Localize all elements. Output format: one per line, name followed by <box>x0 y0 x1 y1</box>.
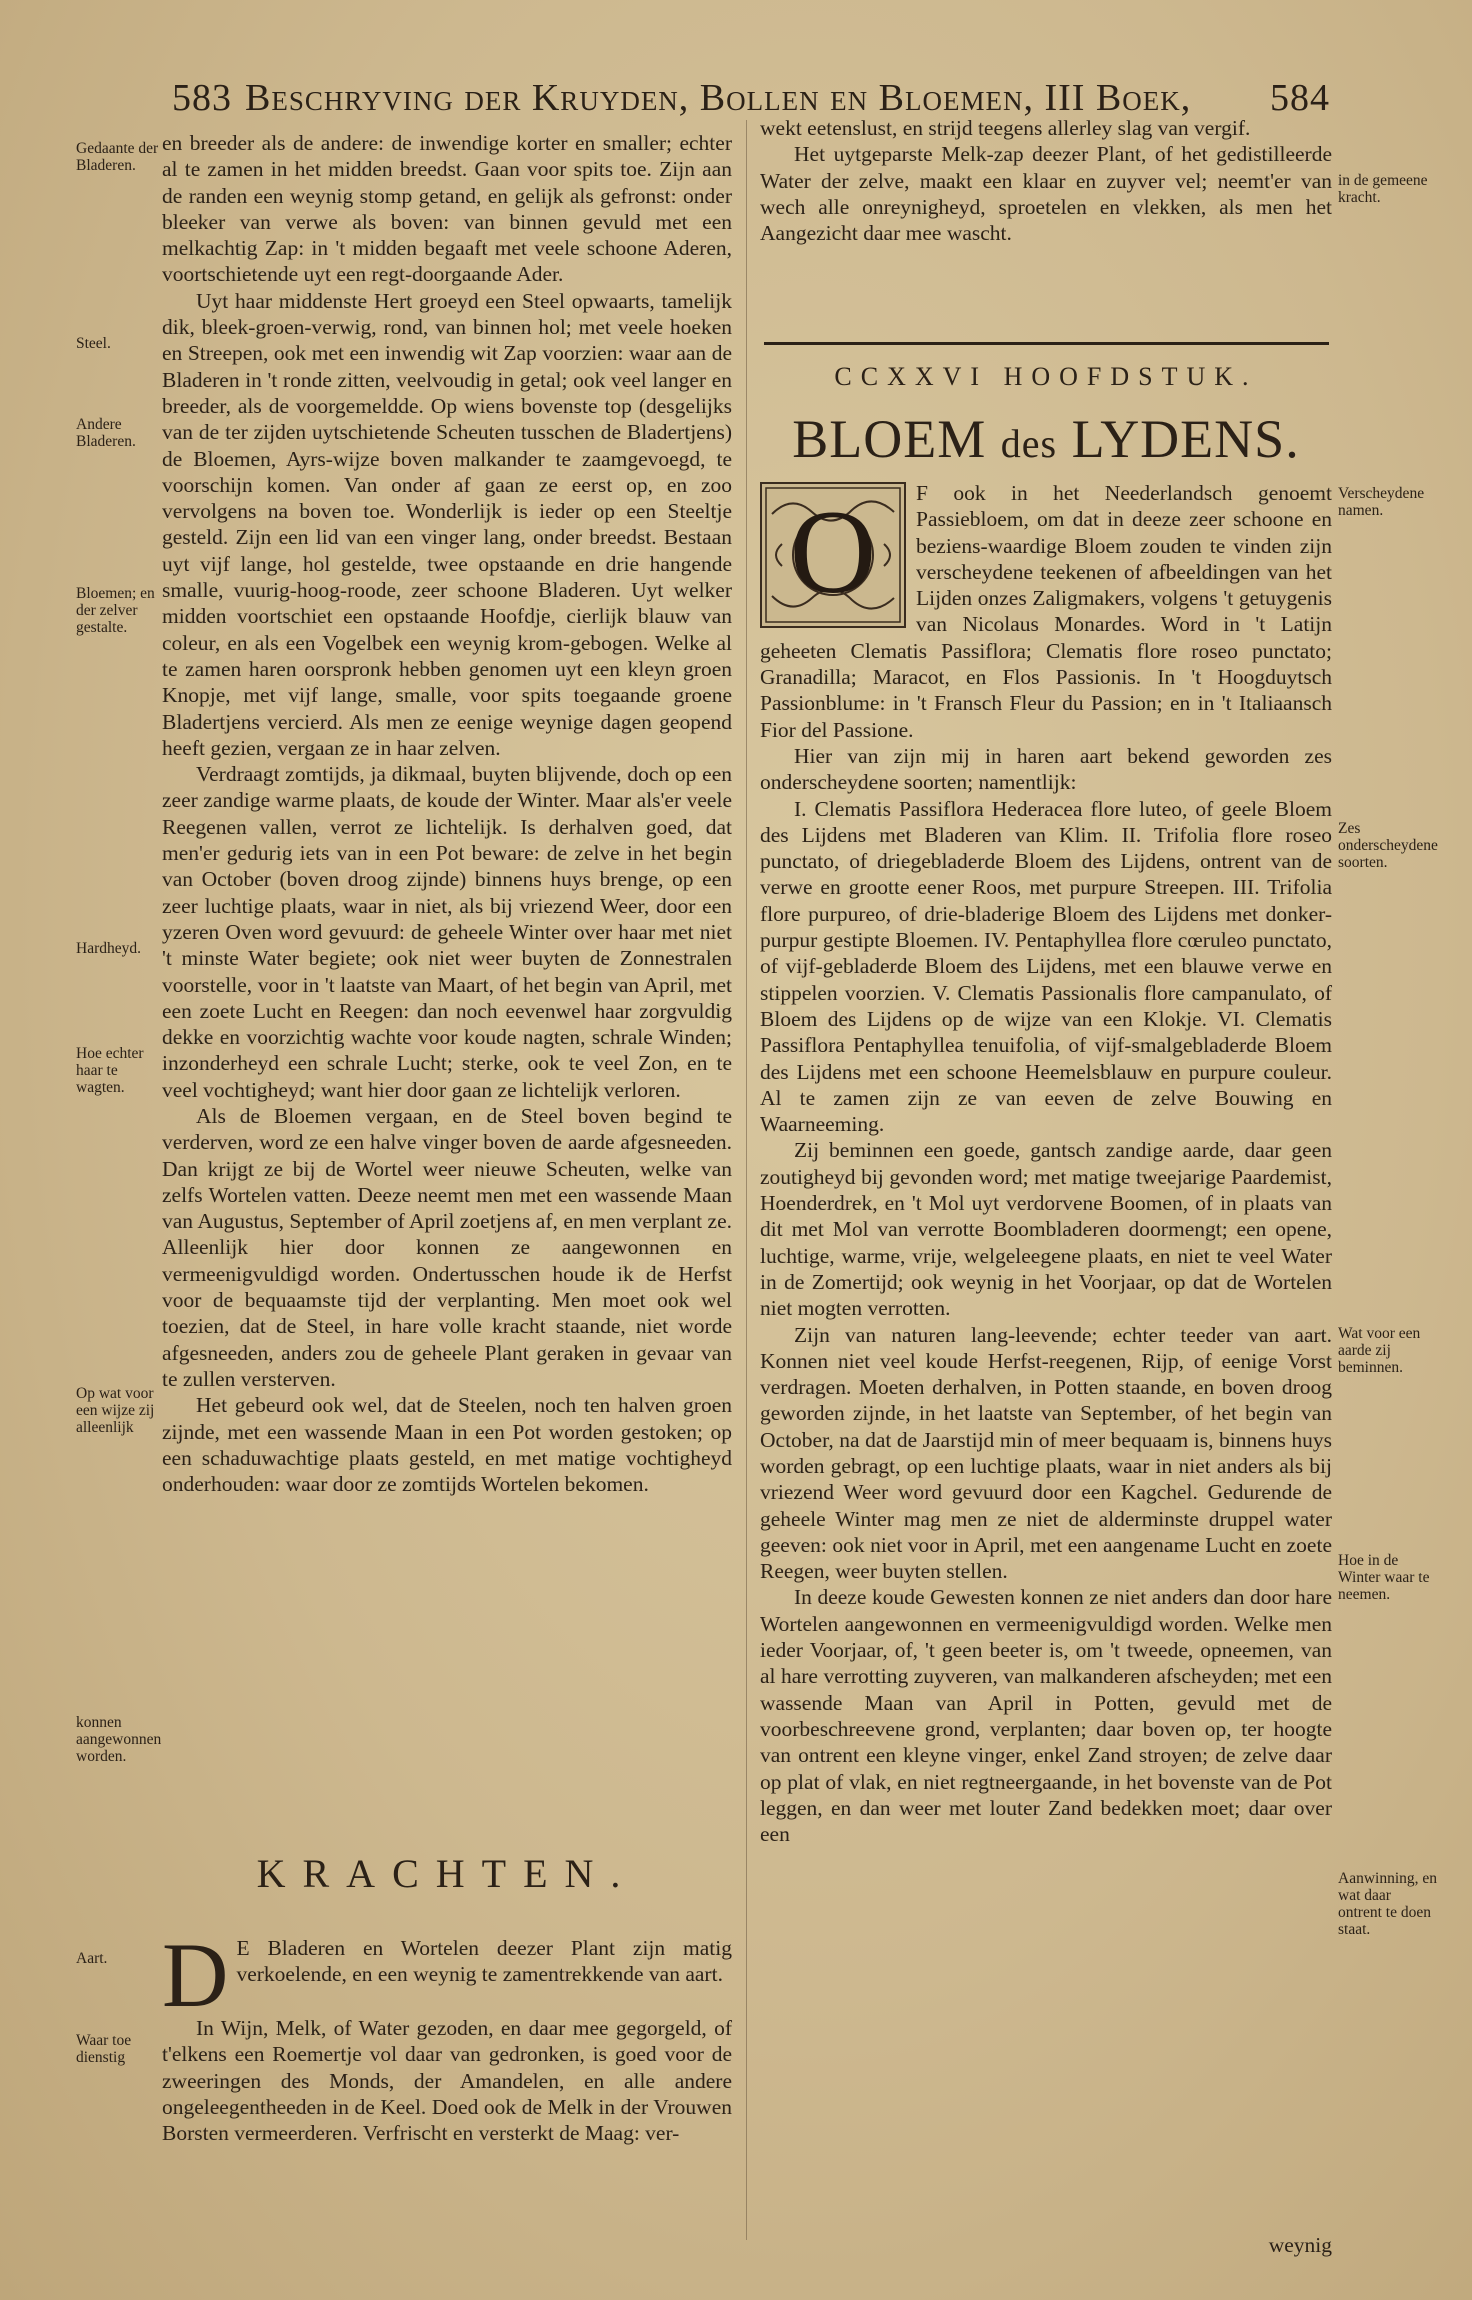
paragraph-leaf-shape: en breeder als de andere: de inwendige korter en smaller; echter al te zamen in het midden breedst. Gaan voor spits toe. Zijn aan de randen een weynig stomp getand, en gelijk als gefronst: onder bleeker van verwe als boven: van binnen gevuld met een melkachtig Zap: in 't midden begaaft met veele schoone Aderen, voortschietende uyt een regt-doorgaande Ader. <box>162 131 732 287</box>
side-note-how-to-tend: Hoe echter haar te wagten. <box>76 1045 144 1096</box>
left-column <box>162 130 732 1497</box>
paragraph-milk-sap: Het uytgeparste Melk-zap deezer Plant, of het gedistilleerde Water der zelve, maakt een klaar en zuyver vel; neemt'er van wech alle onreynigheyd, sproetelen en vlekken, als men het Aangezicht daar mee wascht. <box>760 142 1332 246</box>
chapter-number: CCXXVI HOOFDSTUK. <box>834 362 1258 391</box>
paragraph-species-list: I. Clematis Passiflora Hederacea flore luteo, of geele Bloem des Lijdens met Bladeren van Klim. II. Trifolia flore roseo punctato, of driegebladerde Bloem des Lijdens, ontrent van de verwe en grootte eener Roos, met purpure Streepen. III. Trifolia flore purpureo, of drie-bladerige Bloem des Lijdens met donker-purpur gestipte Bloemen. IV. Pentaphyllea flore cœruleo punctato, of vijf-gebladerde Bloem des Lijdens, met een blauwe verwe en stippelen voorzien. V. Clematis Passionalis flore campanulato, of Bloem des Lijdens op de wijze van een Klokje. VI. Clematis Passiflora Pentaphyllea tenuifolia, of vijf-smalgebladerde Bloem des Lijdens met een schoone Heemelsblauw en purpure couleur. Al te zamen zijn ze van eeven de zelve Bouwing en Waarneeming. <box>760 796 1332 1137</box>
chapter-title-part-3: LYDENS. <box>1071 409 1300 469</box>
side-note-six-kinds: Zes onderscheydene soorten. <box>1338 820 1438 871</box>
side-note-common-strength: in de gemeene kracht. <box>1338 172 1428 206</box>
column-rule <box>746 120 747 2240</box>
paragraph-soil: Zij beminnen een goede, gantsch zandige aarde, daar geen zoutigheyd bij gevonden word; met matige tweejarige Paardemist, Hoenderdrek, en 't Mol uyt verdorvene Boomen, of in plaats van dit met Mol van verrotte Boombladeren doormengt; een opene, luchtige, warme, vrije, welgeleegene plaats, en niet te veel Water in de Zomertijd; ook weynig in het Voorjaar, op dat de Wortelen niet mogten verrotten. <box>760 1138 1332 1321</box>
names-text: F ook in het Neederlandsch genoemt Passiebloem, om dat in deeze zeer schoone en beziens-waardige Bloem zouden te vinden zijn verscheydene teekenen of afbeeldingen van het Lijden onzes Zaligmakers, volgens 't getuygenis van Nicolaus Monardes. Word in 't Latijn geheeten Clematis Passiflora; Clematis flore roseo punctato; Granadilla; Maracot, en Flos Passionis. In 't Hoogduytsch Passionblume: in 't Fransch Fleur du Passion; en in 't Italiaansch Fior del Passione. <box>760 481 1332 742</box>
side-note-stem: Steel. <box>76 335 111 352</box>
side-note-how-propagated: Op wat voor een wijze zij alleenlijk <box>76 1385 155 1436</box>
ornamental-initial <box>760 482 906 628</box>
side-note-soil: Wat voor een aarde zij beminnen. <box>1338 1325 1421 1376</box>
paragraph-hardiness: Verdraagt zomtijds, ja dikmaal, buyten blijvende, doch op een zeer zandige warme plaats, de koude der Winter. Maar als'er veele Reegenen vallen, verrot ze lichtelijk. Is derhalven goed, dat men'er gedurig iets van in een Pot beware: de zelve in het begin van October (boven droog zijnde) binnens huys brenge, op een zeer luchtige plaats, waar in niet, als bij vriezend Weer, door een yzeren Oven word gevuurd: de geheele Winter over haar met niet 't minste Water begiete; ook niet weer buyten de Zonnestralen voorstelle, voor in 't laatste van Maart, of het begin van April, met een zoete Lucht en Reegen: dan noch eevenwel haar zorgvuldig dekke en voorzichtig wachte voor koude nagten, schrale Winden; inzonderheyd een schrale Lucht; sterke, ook te veel Zon, en te veel vochtigheyd; want hier door gaan ze lichtelijk verloren. <box>162 762 732 1102</box>
left-column-krachten <box>162 1924 732 2146</box>
side-note-leaf-shape: Gedaante der Bladeren. <box>76 140 159 174</box>
side-note-uses: Waar toe dienstig <box>76 2032 132 2066</box>
section-divider <box>764 342 1329 345</box>
side-note-hardiness: Hardheyd. <box>76 940 141 957</box>
ornament-letter: O <box>789 485 877 618</box>
side-note-flowers: Bloemen; en der zelver gestalte. <box>76 585 155 636</box>
right-column-top <box>760 115 1332 246</box>
paragraph-names <box>760 480 1332 743</box>
chapter-title-part-1: BLOEM <box>792 409 987 469</box>
side-note-various-names: Verscheydene namen. <box>1338 485 1425 519</box>
paragraph-cuttings: Het gebeurd ook wel, dat de Steelen, noch ten halven groen zijnde, met een wassende Maan in een Pot worden gestoken; op een schaduwachtige plaats gesteld, en met matige vochtigheyd onderhouden: waar door ze zomtijds Wortelen bekomen. <box>162 1393 732 1497</box>
chapter-title <box>760 408 1332 470</box>
paragraph-krachten-2: In Wijn, Melk, of Water gezoden, en daar mee gegorgeld, of t'elkens een Roemertje vol daar van gedronken, is goed voor de zweeringen des Monds, der Amandelen, en alle andere ongeleegentheeden in de Keel. Doed ook de Melk in der Vrouwen Borsten vermeerderen. Verfrischt en versterkt de Maag: ver- <box>162 2016 732 2146</box>
page-number-left: 583 <box>172 77 232 119</box>
side-note-winter: Hoe in de Winter waar te neemen. <box>1338 1552 1430 1603</box>
chapter-title-part-2: des <box>1000 421 1058 466</box>
side-note-other-leaves: Andere Bladeren. <box>76 416 136 450</box>
paragraph-propagation-roots: In deeze koude Gewesten konnen ze niet anders dan door hare Wortelen aangewonnen en vermeenigvuldigd worden. Welke men ieder Voorjaar, of, 't geen beeter is, om 't tweede, opneemen, van al hare verrotting zuyveren, van malkanderen afscheyden; met een wassende Maan van April in Potten, gevuld met de voorbeschreevene grond, verplanten; daar boven op, ter hoogte van ontrent een kleyne vinger, enkel Zand stroyen; de zelve daar op plat of vlak, en niet regtneergaande, in het bovenste van de Pot leggen, en dan weer met louter Zand bedekken moet; daar over een <box>760 1585 1332 1847</box>
side-note-can-be-grown: konnen aangewonnen worden. <box>76 1714 162 1765</box>
side-note-propagation: Aanwinning, en wat daar ontrent te doen staat. <box>1338 1870 1438 1938</box>
paragraph-stem: Uyt haar middenste Hert groeyd een Steel opwaarts, tamelijk dik, bleek-groen-verwig, rond, van binnen hol; met veele hoeken en Streepen, ook met een inwendig wit Zap voorzien: waar aan de Bladeren in 't ronde zitten, veelvoudig in getal; ook veel langer en breeder, als de voorgemeldde. Op wiens bovenste top (desgelijks van de ter zijden uytschietende Scheuten tusschen de Bladertjens) de Bloemen, Ayrs-wijze boven malkander te zaamgevoegd, te voorschijn komen. Van onder af gaan ze eerst op, en zoo vervolgens na boven toe. Wonderlijk is ieder op een Steeltje gesteld. Zijn een lid van een vinger lang, onder breedst. Bestaan uyt vijf lange, hol gestelde, twee opstaande en drie hangende smalle, vuurig-hoog-roode, zeer schoone Bladeren. Uyt welker midden voortschiet een opstaande Hoofdje, cierlijk blauw van coleur, en als een Vogelbek een weynig krom-gebogen. Welke al te zamen haren oorspronk hebben genomen uyt een kleyn groen Knopje, met vijf lange, smalle, voor spits toegaande groene Bladertjens vercierd. Als men ze eenige weynige dagen geopend heeft gezien, vergaan ze in haar zelven. <box>162 288 732 760</box>
paragraph-krachten-1 <box>162 1924 732 2026</box>
drop-cap: D <box>162 1924 229 2026</box>
section-heading-krachten: KRACHTEN. <box>256 1851 638 1896</box>
right-column-chapter <box>760 480 1332 1847</box>
paragraph-propagation: Als de Bloemen vergaan, en de Steel boven begind te verderven, word ze een halve vinger boven de aarde afgesneeden. Dan krijgt ze bij de Wortel weer nieuwe Scheuten, welke van zelfs Wortelen vatten. Deeze neemt men met een wassende Maan van Augustus, September of April zoetjens af, en men verplant ze. Alleenlijk hier door konnen ze aangewonnen en vermeenigvuldigd worden. Ondertusschen houde ik de Herfst voor de bequaamste tijd der verplanting. Men moet ook wel toezien, dat de Steel, in hare volle kracht staande, niet worde afgesneeden, anders zou de geheele Plant geraken in gevaar van te zullen versterven. <box>162 1103 732 1391</box>
side-note-nature: Aart. <box>76 1950 108 1967</box>
paragraph-winter-care: Zijn van naturen lang-leevende; echter teeder van aart. Konnen niet veel koude Herfst-reegenen, Rijp, of eenige Vorst verdragen. Moeten derhalven, in Potten staande, en boven droog geworden zijnde, in het laatste van September, of het begin van October, na dat de Jaarstijd min of meer bequaam is, binnens huys worden gebragt, op een luchtige plaats, waar in niet anders als bij vriezend Weer word gevuurd door een Kagchel. Gedurende de geheele Winter mag men ze niet de alderminste druppel water geeven: ook niet voor in April, met een aangename Lucht en zoete Reegen, weer buyten stellen. <box>760 1322 1332 1584</box>
catchword: weynig <box>1268 2233 1332 2257</box>
paragraph-six-kinds: Hier van zijn mij in haren aart bekend geworden zes onderscheydene soorten; namentlijk: <box>760 743 1332 795</box>
page-number-right: 584 <box>1270 77 1330 119</box>
running-title: Beschryving der Kruyden, Bollen en Bloemen, III Boek, <box>245 77 1192 119</box>
paragraph-continued: wekt eetenslust, en strijd teegens allerley slag van vergif. <box>760 116 1251 140</box>
krachten-text-1: E Bladeren en Wortelen deezer Plant zijn matig verkoelende, en een weynig te zamentrekkende van aart. <box>236 1936 732 1987</box>
